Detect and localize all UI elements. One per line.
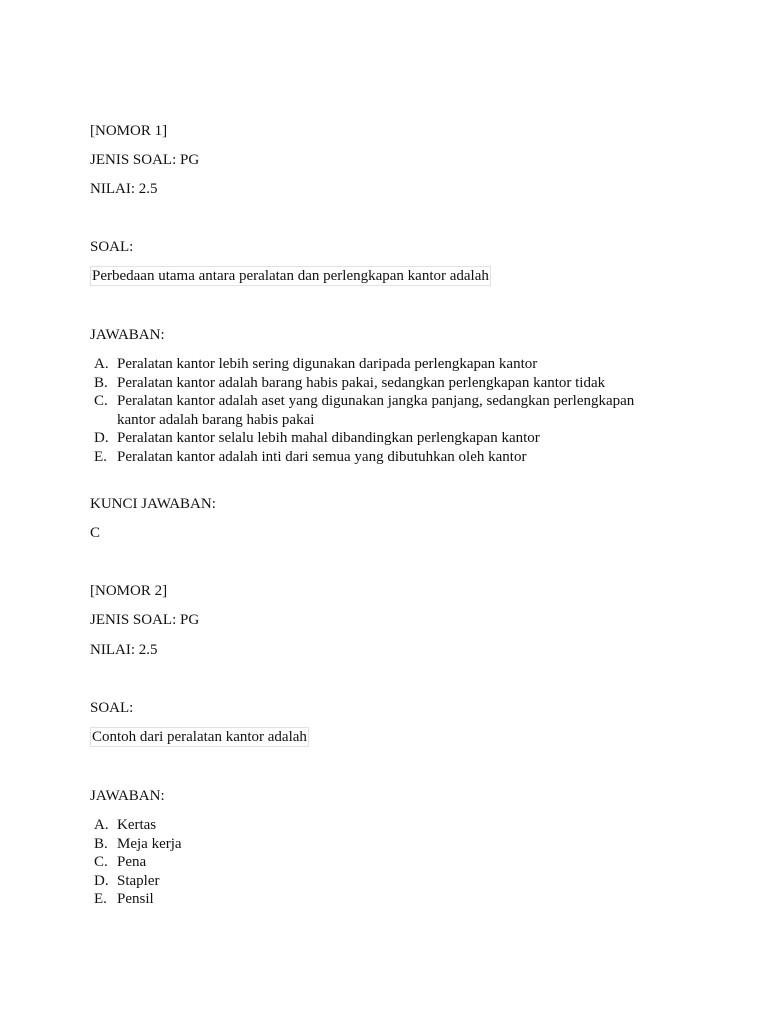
answer-option [90,448,650,467]
answer-text: Peralatan kantor adalah aset yang digunakan jangka panjang, sedangkan perlengkapan kantor adalah barang habis pakai [117,393,635,428]
answer-list [90,355,650,467]
answer-text: Stapler [117,872,160,889]
answer-text: Pena [117,854,147,871]
question-text: Contoh dari peralatan kantor adalah [92,729,307,745]
jawaban-label: JAWABAN: [90,788,165,804]
answer-option [90,890,650,909]
question-text: Perbedaan utama antara peralatan dan perlengkapan kantor adalah [92,268,489,284]
answer-text: Pensil [117,891,154,908]
answer-option [90,429,650,448]
answer-letter: B. [94,374,108,391]
answer-letter: D. [94,430,109,447]
answer-letter: D. [94,872,109,889]
question-type: JENIS SOAL: PG [90,612,200,628]
question-number: [NOMOR 2] [90,583,168,599]
answer-option [90,835,650,854]
answer-letter: C. [94,393,108,410]
answer-option [90,872,650,891]
answer-letter: E. [94,448,107,465]
question-type: JENIS SOAL: PG [90,152,200,168]
answer-letter: A. [94,356,109,372]
answer-list [90,816,650,909]
jawaban-label: JAWABAN: [90,327,165,343]
answer-text: Peralatan kantor selalu lebih mahal dibandingkan perlengkapan kantor [117,430,540,447]
question-score: NILAI: 2.5 [90,642,158,658]
answer-key-label: KUNCI JAWABAN: [90,496,216,512]
answer-option [90,374,650,393]
answer-text: Peralatan kantor adalah inti dari semua yang dibutuhkan oleh kantor [117,448,527,465]
answer-letter: B. [94,835,108,852]
soal-label: SOAL: [90,700,134,716]
answer-option [90,355,650,374]
answer-text: Meja kerja [117,835,182,852]
question-number: [NOMOR 1] [90,123,168,139]
answer-letter: C. [94,854,108,871]
answer-letter: E. [94,891,107,908]
answer-key-value: C [90,525,101,541]
answer-text: Peralatan kantor lebih sering digunakan daripada perlengkapan kantor [117,356,538,372]
answer-letter: A. [94,817,109,833]
answer-option [90,816,650,835]
soal-label: SOAL: [90,239,134,255]
answer-text: Peralatan kantor adalah barang habis pakai, sedangkan perlengkapan kantor tidak [117,374,606,391]
answer-text: Kertas [117,817,157,833]
answer-option [90,392,650,429]
answer-option [90,853,650,872]
question-score: NILAI: 2.5 [90,181,158,197]
